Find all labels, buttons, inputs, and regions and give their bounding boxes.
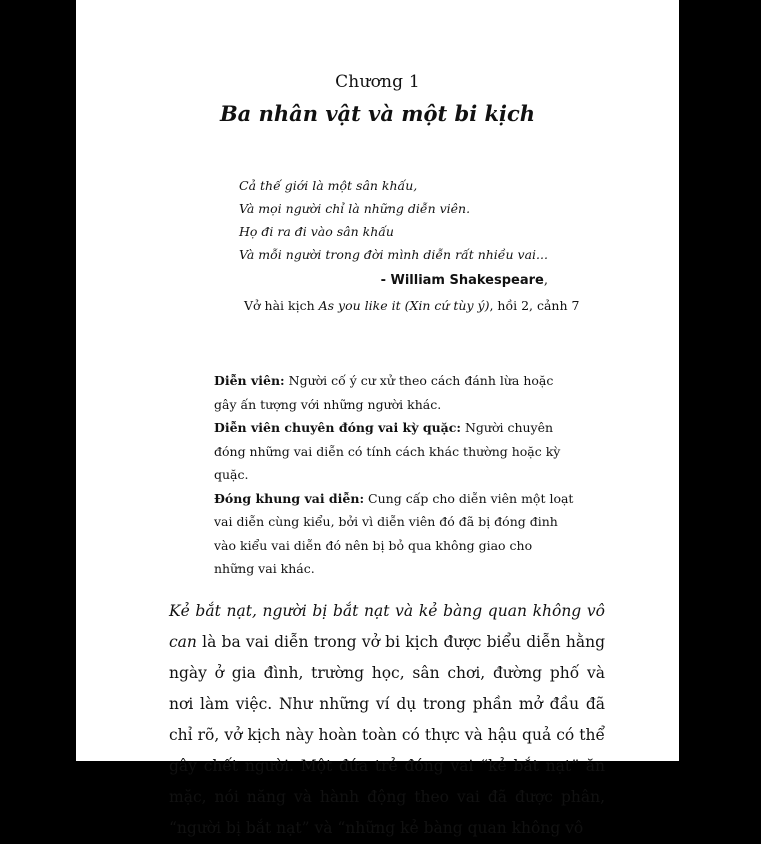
definition-text: Người chuyên đóng những vai diễn có tính cách khác thường hoặc kỳ quặc. bbox=[214, 420, 561, 482]
poem-line: Họ đi ra đi vào sân khấu bbox=[239, 224, 394, 239]
definition-text: Cung cấp cho diễn viên một loạt vai diễn cùng kiểu, bởi vì diễn viên đó đã bị đóng đinh vào kiểu vai diễn đó nên bị bỏ qua không giao cho những vai khác. bbox=[214, 490, 574, 576]
definition-term: Diễn viên chuyên đóng vai kỳ quặc: bbox=[214, 420, 461, 435]
epigraph-author: - William Shakespeare, bbox=[380, 273, 548, 288]
book-page bbox=[76, 0, 679, 837]
definition-term: Diễn viên: bbox=[214, 373, 285, 388]
source-title: As you like it (Xin cứ tùy ý) bbox=[318, 298, 490, 313]
chapter-label: Chương 1 bbox=[335, 72, 420, 92]
definition-term: Đóng khung vai diễn: bbox=[214, 490, 365, 506]
author-name: William Shakespeare bbox=[390, 273, 544, 288]
definition-item bbox=[214, 487, 576, 581]
poem-line: Và mọi người chỉ là những diễn viên. bbox=[239, 201, 471, 216]
body-paragraph bbox=[169, 596, 605, 844]
chapter-title: Ba nhân vật và một bi kịch bbox=[219, 101, 536, 126]
definition-item bbox=[214, 369, 576, 416]
body-text: là ba vai diễn trong vở bi kịch được biểu diễn hằng ngày ở gia đình, trường học, sân chơi, đường phố và nơi làm việc. Như những ví dụ trong phần mở đầu đã chỉ rõ, vở kịch này hoàn toàn có thực và hậu quả có thể gây chết người. Một đứa trẻ đóng vai “kẻ bắt nạt” ăn mặc, nói năng và hành động theo vai đã được phân, “người bị bắt nạt” và “những kẻ bàng quan không vô bbox=[169, 633, 605, 837]
definition-text: Người cố ý cư xử theo cách đánh lừa hoặc gây ấn tượng với những người khác. bbox=[214, 373, 554, 412]
poem-line: Cả thế giới là một sân khấu, bbox=[239, 178, 418, 193]
definitions-box bbox=[214, 369, 576, 581]
definition-item bbox=[214, 416, 576, 487]
poem-line: Và mỗi người trong đời mình diễn rất nhiều vai... bbox=[239, 247, 548, 262]
epigraph-poem bbox=[239, 174, 548, 266]
body-intro-italic: Kẻ bắt nạt, người bị bắt nạt và kẻ bàng quan không vô can bbox=[169, 602, 605, 651]
epigraph-source: Vở hài kịch As you like it (Xin cứ tùy ý), hồi 2, cảnh 7 bbox=[244, 298, 580, 313]
